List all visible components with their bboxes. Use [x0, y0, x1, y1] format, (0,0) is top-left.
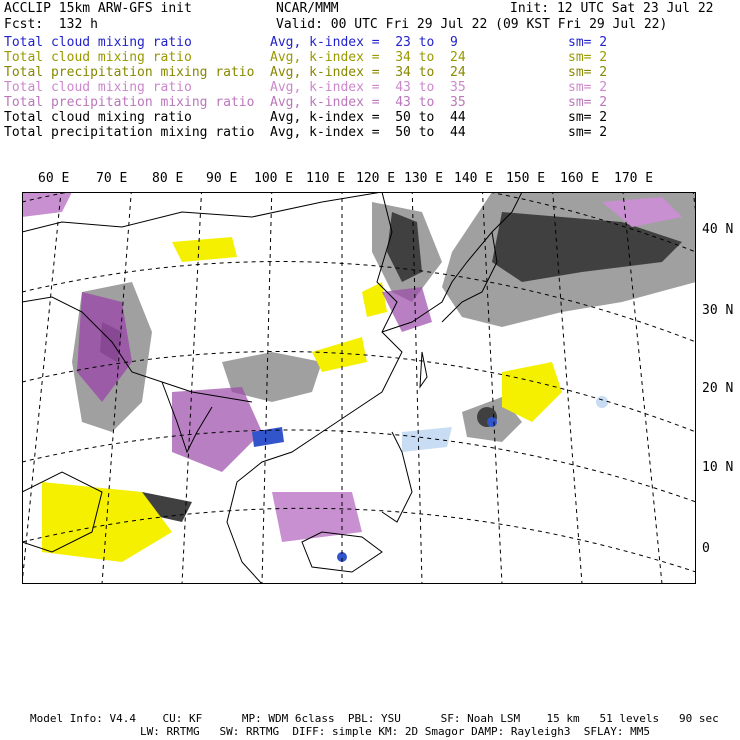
field-avg-range: Avg, k-index = 34 to 24 — [270, 65, 466, 80]
organization: NCAR/MMM — [276, 1, 339, 16]
longitude-label: 90 E — [206, 171, 238, 186]
longitude-label: 170 E — [614, 171, 654, 186]
field-name: Total cloud mixing ratio — [4, 35, 192, 50]
map-panel — [22, 192, 696, 584]
latitude-label: 40 N — [702, 222, 734, 237]
field-smoothing: sm= 2 — [568, 125, 608, 140]
field-avg-range: Avg, k-index = 50 to 44 — [270, 110, 466, 125]
forecast-hour: Fcst: 132 h — [4, 17, 98, 32]
field-name: Total cloud mixing ratio — [4, 50, 192, 65]
longitude-label: 140 E — [454, 171, 494, 186]
field-smoothing: sm= 2 — [568, 35, 608, 50]
longitude-label: 150 E — [506, 171, 546, 186]
field-name: Total cloud mixing ratio — [4, 110, 192, 125]
latitude-label: 30 N — [702, 303, 734, 318]
longitude-label: 120 E — [356, 171, 396, 186]
latitude-label: 10 N — [702, 460, 734, 475]
field-name: Total precipitation mixing ratio — [4, 65, 255, 80]
latitude-label: 0 — [702, 541, 710, 556]
valid-time: Valid: 00 UTC Fri 29 Jul 22 (09 KST Fri 29 Jul 22) — [276, 17, 668, 32]
field-smoothing: sm= 2 — [568, 80, 608, 95]
model-title: ACCLIP 15km ARW-GFS init — [4, 1, 192, 16]
field-name: Total precipitation mixing ratio — [4, 95, 255, 110]
longitude-label: 70 E — [96, 171, 128, 186]
field-smoothing: sm= 2 — [568, 95, 608, 110]
field-name: Total precipitation mixing ratio — [4, 125, 255, 140]
longitude-label: 80 E — [152, 171, 184, 186]
longitude-label: 110 E — [306, 171, 346, 186]
longitude-label: 160 E — [560, 171, 600, 186]
longitude-label: 60 E — [38, 171, 70, 186]
init-time: Init: 12 UTC Sat 23 Jul 22 — [510, 1, 714, 16]
field-avg-range: Avg, k-index = 43 to 35 — [270, 95, 466, 110]
field-name: Total cloud mixing ratio — [4, 80, 192, 95]
latitude-label: 20 N — [702, 381, 734, 396]
model-info-line1: Model Info: V4.4 CU: KF MP: WDM 6class PBL: YSU SF: Noah LSM 15 km 51 levels 90 sec — [30, 712, 719, 725]
field-avg-range: Avg, k-index = 50 to 44 — [270, 125, 466, 140]
field-avg-range: Avg, k-index = 34 to 24 — [270, 50, 466, 65]
longitude-label: 100 E — [254, 171, 294, 186]
model-info-line2: LW: RRTMG SW: RRTMG DIFF: simple KM: 2D Smagor DAMP: Rayleigh3 SFLAY: MM5 — [140, 725, 650, 738]
longitude-label: 130 E — [404, 171, 444, 186]
field-avg-range: Avg, k-index = 43 to 35 — [270, 80, 466, 95]
field-smoothing: sm= 2 — [568, 65, 608, 80]
field-smoothing: sm= 2 — [568, 50, 608, 65]
field-avg-range: Avg, k-index = 23 to 9 — [270, 35, 458, 50]
field-smoothing: sm= 2 — [568, 110, 608, 125]
